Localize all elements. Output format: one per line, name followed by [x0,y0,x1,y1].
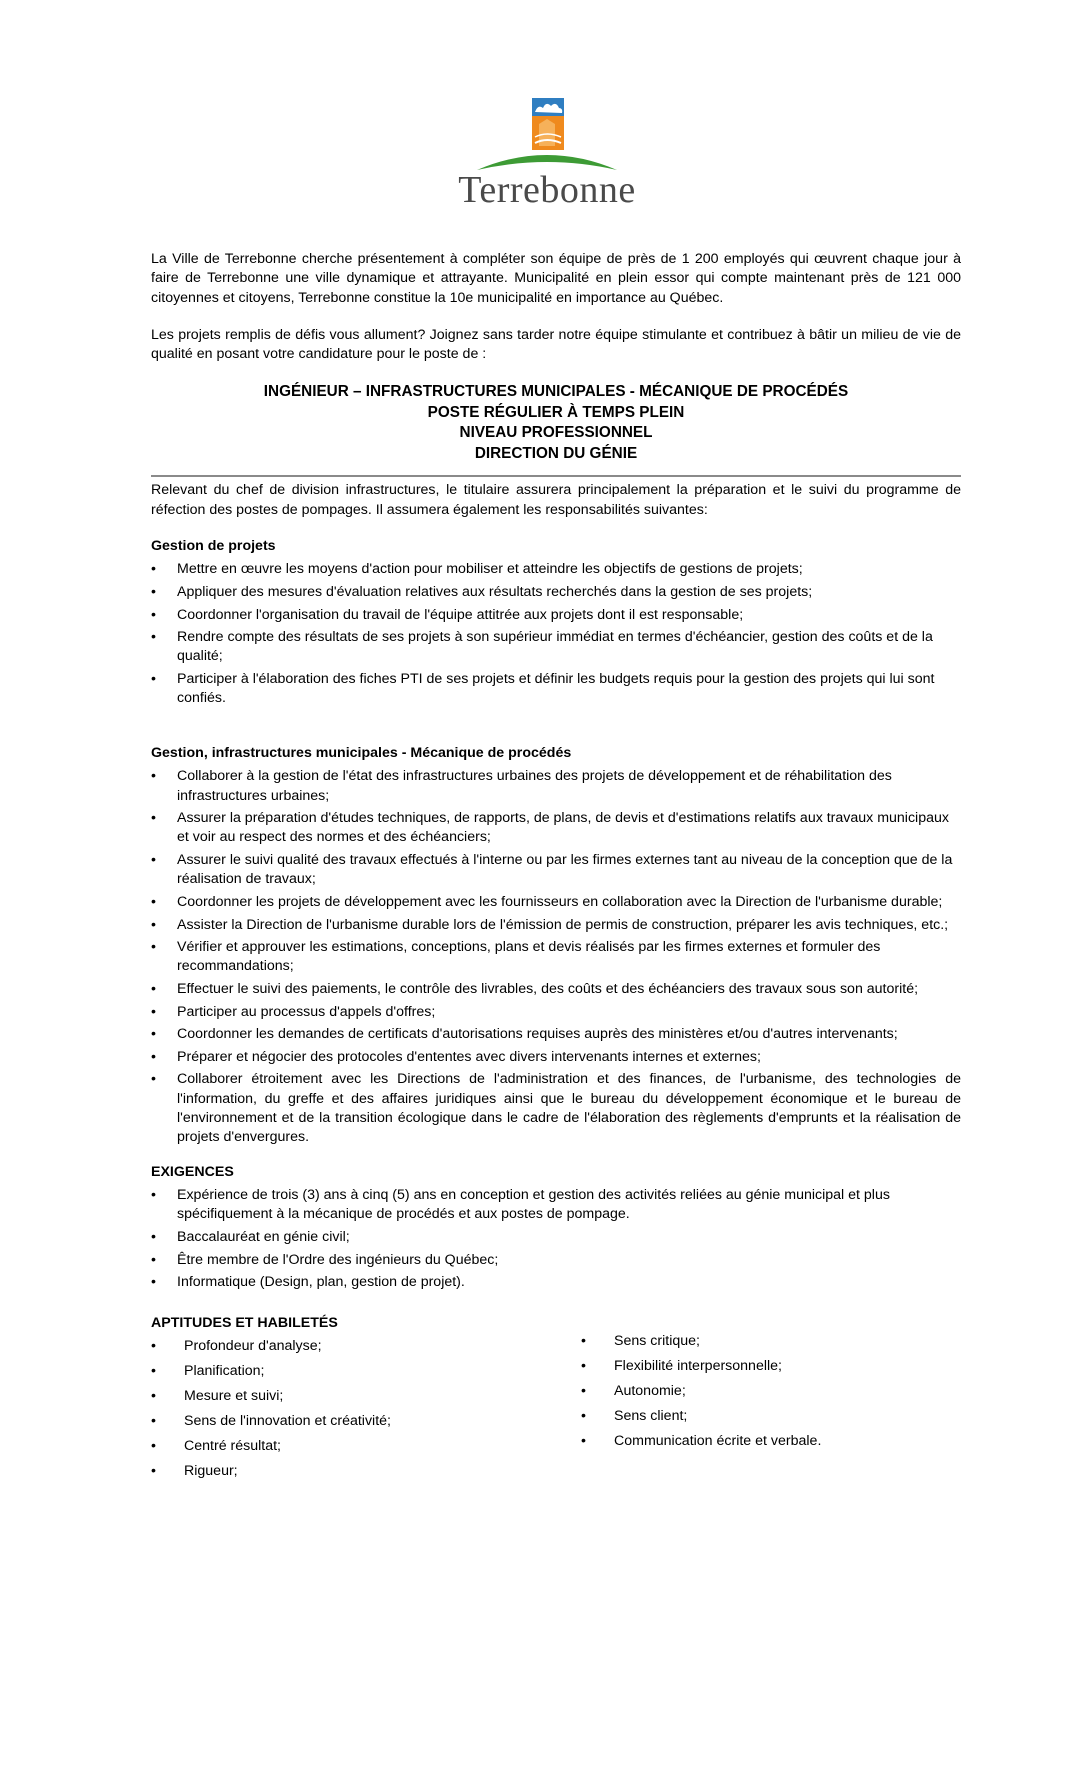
list-item: • Coordonner l'organisation du travail de l'équipe attitrée aux projets dont il est responsable; [151,606,961,625]
list-item: • Sens client; [581,1407,961,1426]
list-item: • Être membre de l'Ordre des ingénieurs du Québec; [151,1251,961,1270]
list-item: • Préparer et négocier des protocoles d'ententes avec divers intervenants internes et externes; [151,1048,961,1067]
invitation-paragraph: Les projets remplis de défis vous allument? Joignez sans tarder notre équipe stimulante et contribuez à bâtir un milieu de vie de qualité en posant votre candidature pour le poste de : [151,326,961,363]
job-title-block [151,382,961,464]
list-item: • Communication écrite et verbale. [581,1432,961,1451]
job-title: INGÉNIEUR – INFRASTRUCTURES MUNICIPALES - MÉCANIQUE DE PROCÉDÉS [263,383,849,401]
list-item: • Participer à l'élaboration des fiches PTI de ses projets et définir les budgets requis pour la gestion des projets qui lui sont confiés. [151,670,961,709]
list-item: • Appliquer des mesures d'évaluation relatives aux résultats recherchés dans la gestion de ses projets; [151,583,961,602]
job-status: POSTE RÉGULIER À TEMPS PLEIN [427,403,685,421]
list-item: • Vérifier et approuver les estimations, conceptions, plans et devis réalisés par les firmes externes et formuler des recommandations; [151,938,961,977]
exigences-list [151,1186,961,1292]
list-item: • Planification; [151,1362,581,1381]
job-level: NIVEAU PROFESSIONNEL [459,424,653,442]
job-department: DIRECTION DU GÉNIE [474,444,638,462]
terrebonne-logo [447,96,647,211]
list-item: • Centré résultat; [151,1437,581,1456]
section-heading-exigences: EXIGENCES [151,1163,234,1180]
list-item: • Sens critique; [581,1332,961,1351]
list-item: • Effectuer le suivi des paiements, le contrôle des livrables, des coûts et des échéanciers des travaux sous son autorité; [151,980,961,999]
list-item: • Flexibilité interpersonnelle; [581,1357,961,1376]
logo-emblem-icon [447,96,647,176]
list-item: • Coordonner les demandes de certificats d'autorisations requises auprès des ministères et/ou d'autres intervenants; [151,1025,961,1044]
aptitudes-list-left [151,1337,581,1481]
list-item: • Sens de l'innovation et créativité; [151,1412,581,1431]
logo-wordmark: Terrebonne [458,169,636,211]
section-heading-aptitudes: APTITUDES ET HABILETÉS [151,1314,338,1331]
list-item: • Assister la Direction de l'urbanisme durable lors de l'émission de permis de construction, préparer les avis techniques, etc.; [151,916,961,935]
list-item: • Mettre en œuvre les moyens d'action pour mobiliser et atteindre les objectifs de gestions de projets; [151,560,961,579]
section-heading-gestion-projets: Gestion de projets [151,538,276,555]
list-item: • Informatique (Design, plan, gestion de projet). [151,1273,961,1292]
aptitudes-section [151,1314,961,1487]
gestion-projets-list [151,560,961,708]
intro-paragraph: La Ville de Terrebonne cherche présentement à compléter son équipe de près de 1 200 employés qui œuvrent chaque jour à faire de Terrebonne une ville dynamique et attrayante. Municipalité en plein essor qui compte maintenant près de 121 000 citoyennes et citoyens, Terrebonne constitue la 10e municipalité en importance au Québec. [151,251,961,306]
job-posting-content [151,250,961,1487]
list-item: • Collaborer à la gestion de l'état des infrastructures urbaines des projets de développement et de réhabilitation des infrastructures urbaines; [151,767,961,806]
list-item: • Baccalauréat en génie civil; [151,1228,961,1247]
list-item: • Participer au processus d'appels d'offres; [151,1003,961,1022]
summary-paragraph: Relevant du chef de division infrastructures, le titulaire assurera principalement la préparation et le suivi du programme de réfection des postes de pompages. Il assumera également les responsabilités suivantes: [151,482,961,518]
list-item: • Mesure et suivi; [151,1387,581,1406]
list-item: • Coordonner les projets de développement avec les fournisseurs en collaboration avec la Direction de l'urbanisme durable; [151,893,961,912]
list-item: • Assurer la préparation d'études techniques, de rapports, de plans, de devis et d'estimations relatifs aux travaux municipaux et voir au respect des normes et des échéanciers; [151,809,961,848]
divider [151,475,961,477]
list-item: • Autonomie; [581,1382,961,1401]
list-item: • Rigueur; [151,1462,581,1481]
aptitudes-list-right [581,1332,961,1451]
list-item: • Assurer le suivi qualité des travaux effectués à l'interne ou par les firmes externes tant au niveau de la conception que de la réalisation de travaux; [151,851,961,890]
list-item: • Collaborer étroitement avec les Directions de l'administration et des finances, de l'urbanisme, des technologies de l'information, du greffe et des affaires juridiques ainsi que le bureau du développement économique et le bureau de l'environnement et de la transition écologique dans le cadre de l'élaboration des règlements d'emprunts et la réalisation de projets d'envergures. [151,1070,961,1147]
list-item: • Expérience de trois (3) ans à cinq (5) ans en conception et gestion des activités reliées au génie municipal et plus spécifiquement à la mécanique de procédés et aux postes de pompage. [151,1186,961,1225]
list-item: • Rendre compte des résultats de ses projets à son supérieur immédiat en termes d'échéancier, gestion des coûts et de la qualité; [151,628,961,667]
section-heading-gestion-infra: Gestion, infrastructures municipales - Mécanique de procédés [151,744,572,761]
list-item: • Profondeur d'analyse; [151,1337,581,1356]
gestion-infra-list [151,767,961,1147]
